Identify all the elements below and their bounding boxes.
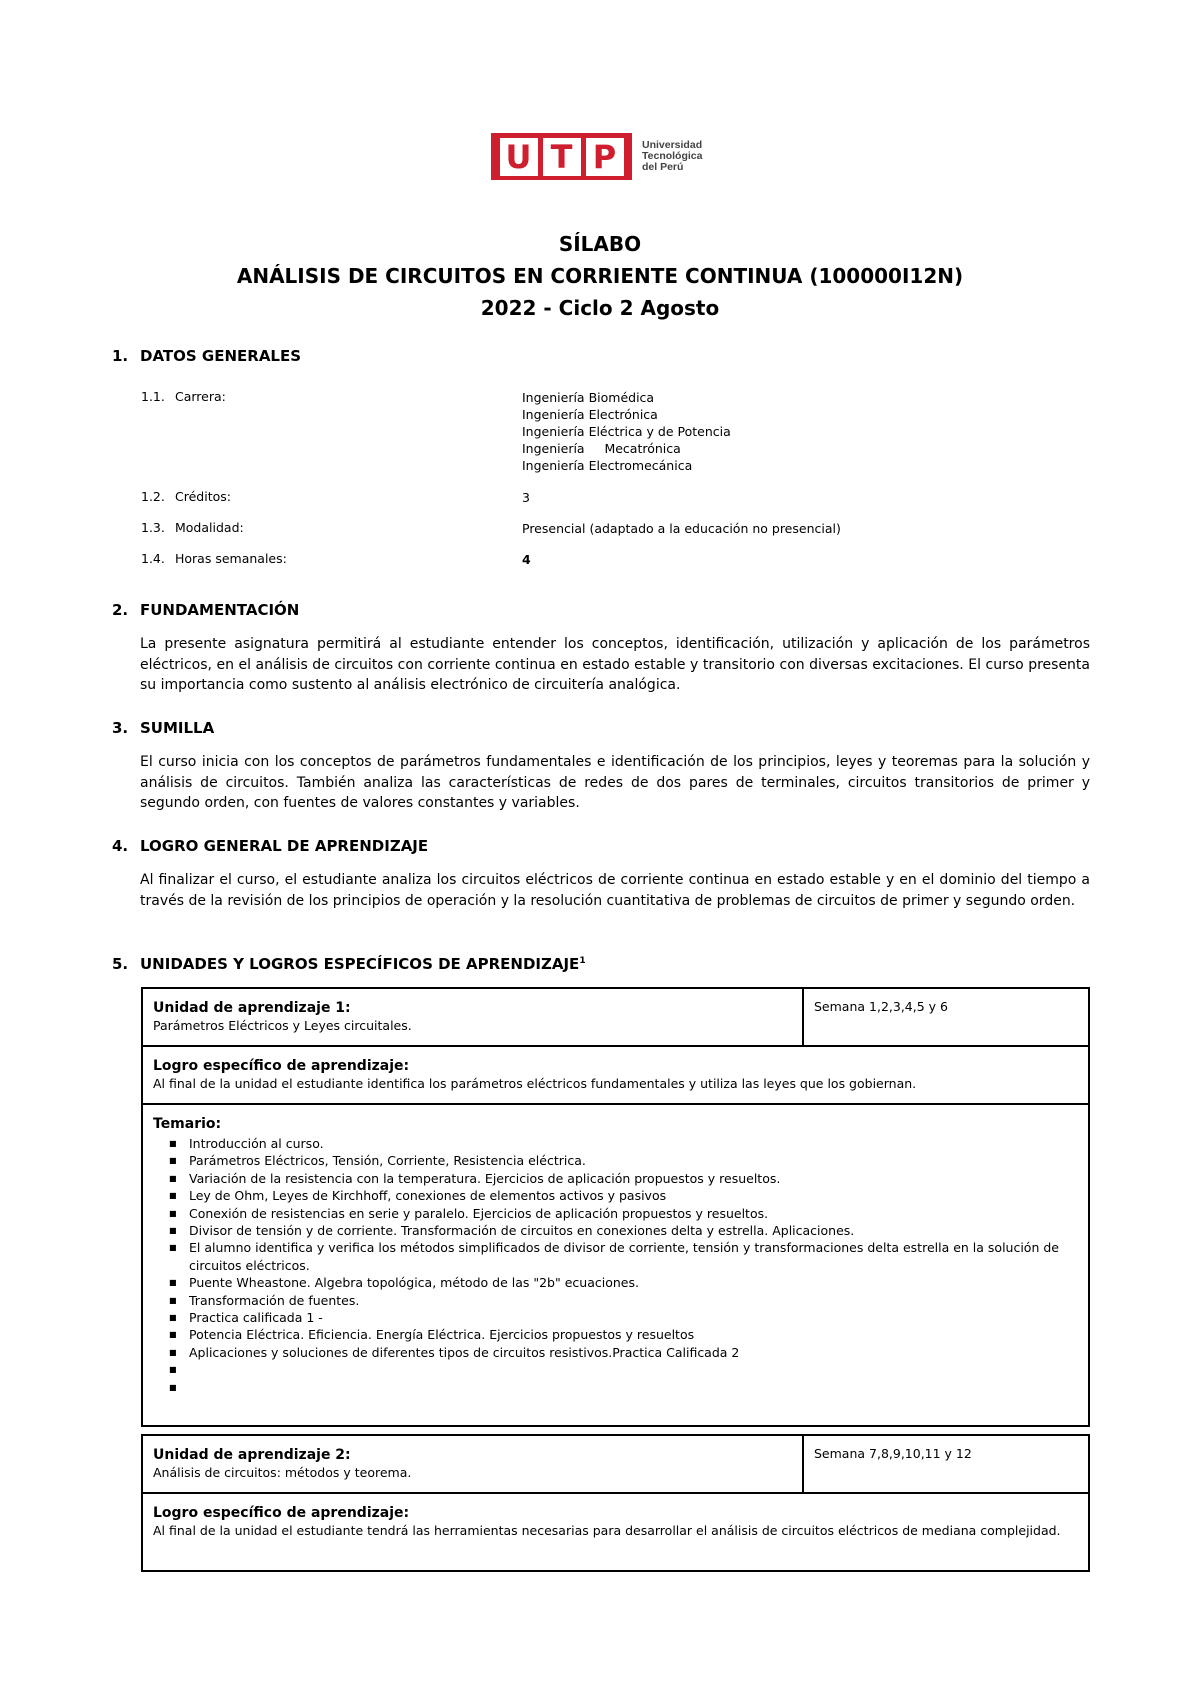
item-label: Horas semanales: bbox=[175, 551, 287, 566]
unidad-2-logro-row bbox=[143, 1492, 1088, 1547]
footnote-marker: 1 bbox=[579, 956, 586, 966]
sumilla-text: El curso inicia con los conceptos de parámetros fundamentales e identificación de los principios, leyes y teoremas para la solución y análisis de circuitos. También analiza las características de redes de dos pares de terminales, circuitos transitorios de primer y segundo orden, con fuentes de valores constantes y variables. bbox=[140, 754, 1090, 811]
item-number: 1.2. bbox=[141, 489, 165, 504]
section-number: 2. bbox=[112, 601, 129, 619]
document-title bbox=[0, 228, 1200, 324]
section-title: SUMILLA bbox=[140, 719, 215, 737]
unidad-1-title-cell bbox=[143, 989, 804, 1045]
section-heading-logro-general bbox=[112, 837, 428, 855]
carrera-value: Ingeniería Mecatrónica bbox=[522, 441, 681, 456]
section-number: 5. bbox=[112, 955, 129, 973]
temario-item bbox=[189, 1361, 1078, 1378]
carrera-value: Ingeniería Biomédica bbox=[522, 390, 655, 405]
temario-item: ■ Transformación de fuentes. bbox=[189, 1292, 1078, 1309]
unidad-2-header-row bbox=[143, 1436, 1088, 1492]
section-heading-unidades bbox=[112, 955, 586, 973]
unidad-heading: Unidad de aprendizaje 2: bbox=[153, 1447, 351, 1463]
temario-item: ■ Practica calificada 1 - bbox=[189, 1309, 1078, 1326]
item-value: 4 bbox=[522, 552, 531, 567]
carrera-value: Ingeniería Electromecánica bbox=[522, 458, 693, 473]
unidad-name: Análisis de circuitos: métodos y teorema. bbox=[153, 1465, 412, 1480]
unidad-1-temario-row bbox=[143, 1103, 1088, 1404]
utp-logo bbox=[491, 133, 702, 180]
carrera-value: Ingeniería Eléctrica y de Potencia bbox=[522, 424, 731, 439]
section-heading-datos-generales bbox=[112, 347, 301, 365]
temario-item: ■ Puente Wheastone. Algebra topológica, método de las "2b" ecuaciones. bbox=[189, 1274, 1078, 1291]
logo-letter-u: U bbox=[500, 138, 538, 176]
item-label: Carrera: bbox=[175, 389, 226, 404]
section-title: UNIDADES Y LOGROS ESPECÍFICOS DE APRENDIZAJE bbox=[140, 955, 580, 973]
item-label: Modalidad: bbox=[175, 520, 244, 535]
item-value: Presencial (adaptado a la educación no presencial) bbox=[522, 521, 841, 536]
section-title: LOGRO GENERAL DE APRENDIZAJE bbox=[140, 837, 429, 855]
section-number: 1. bbox=[112, 347, 129, 365]
logo-line-2: Tecnológica bbox=[642, 150, 703, 162]
logro-text: Al final de la unidad el estudiante tendrá las herramientas necesarias para desarrollar el análisis de circuitos eléctricos de mediana complejidad. bbox=[153, 1523, 1061, 1538]
logo-letter-p: P bbox=[586, 138, 624, 176]
title-silabo: SÍLABO bbox=[558, 232, 642, 256]
temario-item: ■ Ley de Ohm, Leyes de Kirchhoff, conexiones de elementos activos y pasivos bbox=[189, 1187, 1078, 1204]
section-title: DATOS GENERALES bbox=[140, 347, 302, 365]
item-number: 1.1. bbox=[141, 389, 165, 404]
unidad-2-table bbox=[141, 1434, 1090, 1572]
logo-letter-t: T bbox=[543, 138, 581, 176]
item-value: 3 bbox=[522, 490, 530, 505]
item-number: 1.3. bbox=[141, 520, 165, 535]
logo-wordmark bbox=[642, 140, 702, 173]
temario-item: ■ Introducción al curso. bbox=[189, 1135, 1078, 1152]
title-period: 2022 - Ciclo 2 Agosto bbox=[480, 296, 720, 320]
temario-item bbox=[189, 1379, 1078, 1396]
logro-heading: Logro específico de aprendizaje: bbox=[153, 1505, 410, 1521]
unidad-1-table bbox=[141, 987, 1090, 1427]
carrera-values bbox=[522, 389, 731, 474]
temario-item: ■ Conexión de resistencias en serie y paralelo. Ejercicios de aplicación propuestos y resueltos. bbox=[189, 1205, 1078, 1222]
logo-line-1: Universidad bbox=[642, 139, 703, 151]
temario-item: ■ Potencia Eléctrica. Eficiencia. Energía Eléctrica. Ejercicios propuestos y resueltos bbox=[189, 1326, 1078, 1343]
item-number: 1.4. bbox=[141, 551, 165, 566]
section-number: 4. bbox=[112, 837, 129, 855]
fundamentacion-text: La presente asignatura permitirá al estudiante entender los conceptos, identificación, utilización y aplicación de los parámetros eléctricos, en el análisis de circuitos con corriente continua en estado estable y transitorio con diversas excitaciones. El curso presenta su importancia como sustento al análisis electrónico de circuitería analógica. bbox=[140, 636, 1090, 693]
unidad-1-semana: Semana 1,2,3,4,5 y 6 bbox=[814, 999, 948, 1014]
temario-item: ■ Parámetros Eléctricos, Tensión, Corriente, Resistencia eléctrica. bbox=[189, 1152, 1078, 1169]
section-heading-sumilla bbox=[112, 719, 214, 737]
item-label: Créditos: bbox=[175, 489, 231, 504]
temario-heading: Temario: bbox=[153, 1116, 222, 1132]
temario-item: ■ El alumno identifica y verifica los métodos simplificados de divisor de corriente, tensión y transformaciones delta estrella en la solución de circuitos eléctricos. bbox=[189, 1239, 1078, 1274]
section-heading-fundamentacion bbox=[112, 601, 299, 619]
temario-item: ■ Divisor de tensión y de corriente. Transformación de circuitos en conexiones delta y estrella. Aplicaciones. bbox=[189, 1222, 1078, 1239]
section-number: 3. bbox=[112, 719, 129, 737]
logro-heading: Logro específico de aprendizaje: bbox=[153, 1058, 410, 1074]
temario-list bbox=[153, 1135, 1078, 1396]
temario-item: ■ Variación de la resistencia con la temperatura. Ejercicios de aplicación propuestos y resueltos. bbox=[189, 1170, 1078, 1187]
logro-general-text: Al finalizar el curso, el estudiante analiza los circuitos eléctricos de corriente continua en estado estable y en el dominio del tiempo a través de la revisión de los principios de operación y la resolución cuantitativa de problemas de circuitos de primer y segundo orden. bbox=[140, 872, 1090, 909]
unidad-1-logro-row bbox=[143, 1045, 1088, 1103]
unidad-name: Parámetros Eléctricos y Leyes circuitales. bbox=[153, 1018, 412, 1033]
unidad-1-header-row bbox=[143, 989, 1088, 1045]
unidad-2-title-cell bbox=[143, 1436, 804, 1492]
unidad-heading: Unidad de aprendizaje 1: bbox=[153, 1000, 351, 1016]
logo-line-3: del Perú bbox=[642, 161, 684, 173]
unidad-2-semana: Semana 7,8,9,10,11 y 12 bbox=[814, 1446, 972, 1461]
logro-text: Al final de la unidad el estudiante identifica los parámetros eléctricos fundamentales y utiliza las leyes que los gobiernan. bbox=[153, 1076, 917, 1091]
title-course: ANÁLISIS DE CIRCUITOS EN CORRIENTE CONTINUA (100000I12N) bbox=[236, 264, 964, 288]
logo-mark bbox=[491, 133, 632, 180]
carrera-value: Ingeniería Electrónica bbox=[522, 407, 658, 422]
section-title: FUNDAMENTACIÓN bbox=[140, 601, 300, 619]
temario-item: ■ Aplicaciones y soluciones de diferentes tipos de circuitos resistivos.Practica Calificada 2 bbox=[189, 1344, 1078, 1361]
